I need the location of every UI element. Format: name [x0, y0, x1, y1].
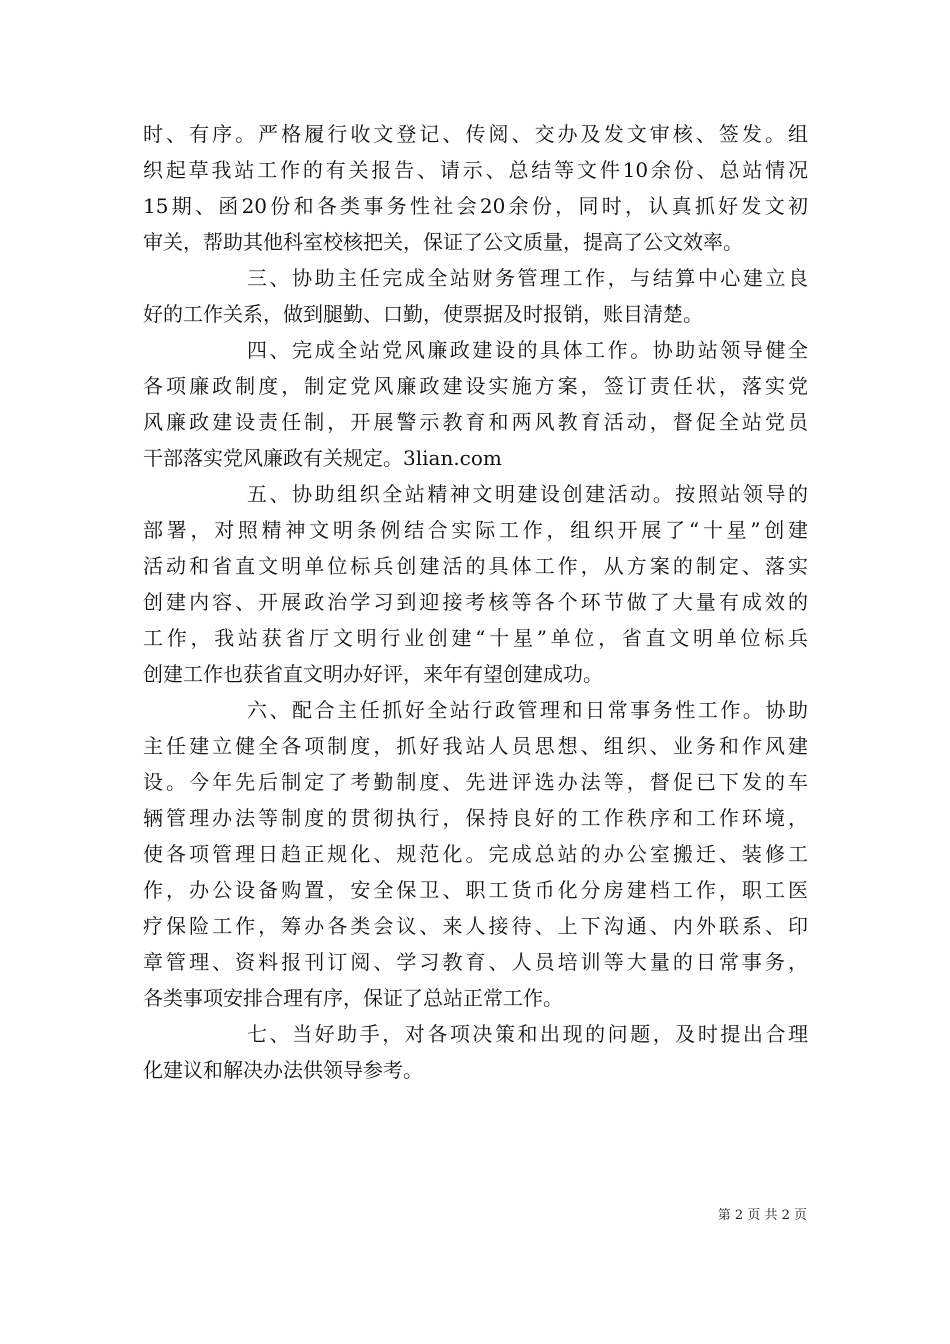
paragraph-integrity: [143, 332, 808, 476]
text-line: 七、当好助手，对各项决策和出现的问题，及时提出合理: [247, 1022, 808, 1046]
document-body: [143, 116, 808, 1088]
text-line: 工作，我站获省厅文明行业创建“十星”单位，省直文明单位标兵: [143, 626, 808, 650]
text-line: 化建议和解决办法供领导参考。: [143, 1058, 423, 1082]
text-line: 四、完成全站党风廉政建设的具体工作。协助站领导健全: [247, 338, 808, 362]
text-line: 15期、函20份和各类事务性社会20余份，同时，认真抓好发文初: [143, 194, 808, 218]
text-line: 五、协助组织全站精神文明建设创建活动。按照站领导的: [247, 482, 808, 506]
text-line: 主任建立健全各项制度，抓好我站人员思想、组织、业务和作风建: [143, 734, 808, 758]
page-number: 第 2 页 共 2 页: [717, 1208, 807, 1223]
text-line: 章管理、资料报刊订阅、学习教育、人员培训等大量的日常事务，: [143, 950, 808, 974]
paragraph-civilization: [143, 476, 808, 692]
text-line: 作，办公设备购置，安全保卫、职工货币化分房建档工作，职工医: [143, 878, 808, 902]
text-line: 创建内容、开展政治学习到迎接考核等各个环节做了大量有成效的: [143, 590, 808, 614]
text-line: 风廉政建设责任制，开展警示教育和两风教育活动，督促全站党员: [143, 410, 808, 434]
text-line: 织起草我站工作的有关报告、请示、总结等文件10余份、总站情况: [143, 158, 808, 182]
text-line: 三、协助主任完成全站财务管理工作，与结算中心建立良: [247, 266, 808, 290]
text-line: 好的工作关系，做到腿勤、口勤，使票据及时报销，账目清楚。: [143, 302, 703, 326]
text-line: 使各项管理日趋正规化、规范化。完成总站的办公室搬迁、装修工: [143, 842, 808, 866]
text-line: 辆管理办法等制度的贯彻执行，保持良好的工作秩序和工作环境，: [143, 806, 808, 830]
text-line: 六、配合主任抓好全站行政管理和日常事务性工作。协助: [247, 698, 808, 722]
text-line: 各项廉政制度，制定党风廉政建设实施方案，签订责任状，落实党: [143, 374, 808, 398]
text-line: 时、有序。严格履行收文登记、传阅、交办及发文审核、签发。组: [143, 122, 808, 146]
paragraph-administration: [143, 692, 808, 1016]
text-line: 创建工作也获省直文明办好评，来年有望创建成功。: [143, 662, 603, 686]
text-line: 各类事项安排合理有序，保证了总站正常工作。: [143, 986, 563, 1010]
text-line: 部署，对照精神文明条例结合实际工作，组织开展了“十星”创建: [143, 518, 808, 542]
paragraph-assistant: [143, 1016, 808, 1088]
paragraph-continued: [143, 116, 808, 260]
paragraph-finance: [143, 260, 808, 332]
text-line: 活动和省直文明单位标兵创建活的具体工作，从方案的制定、落实: [143, 554, 808, 578]
text-line: 设。今年先后制定了考勤制度、先进评选办法等，督促已下发的车: [143, 770, 808, 794]
text-line: 审关，帮助其他科室校核把关，保证了公文质量，提高了公文效率。: [143, 230, 743, 254]
text-line: 疗保险工作，筹办各类会议、来人接待、上下沟通、内外联系、印: [143, 914, 808, 938]
text-line: 干部落实党风廉政有关规定。3lian.com: [143, 446, 502, 470]
